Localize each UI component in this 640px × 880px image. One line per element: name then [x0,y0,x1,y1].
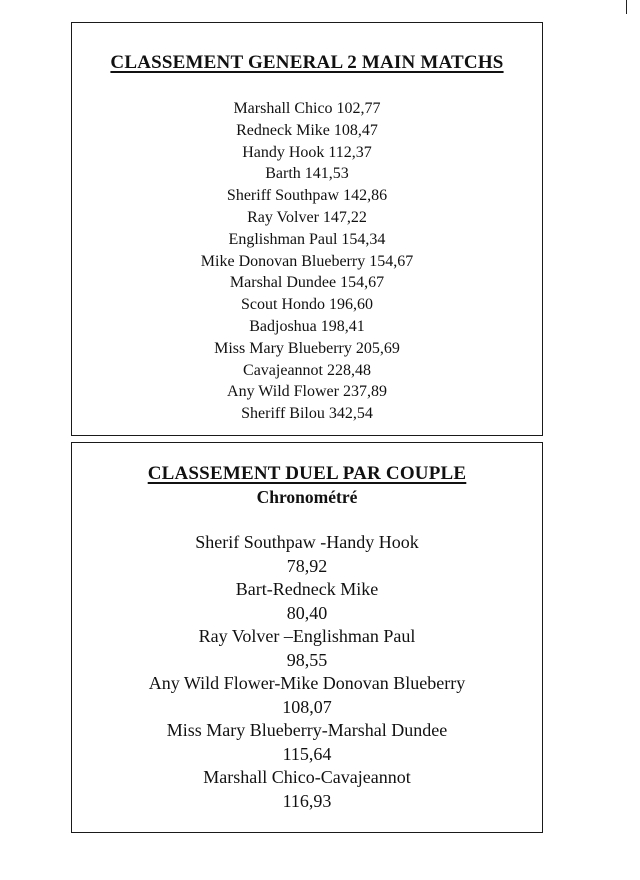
general-ranking-box [71,22,543,436]
pair-time: 80,40 [286,602,328,623]
scan-edge-mark [626,0,627,14]
general-ranking-list [72,98,542,425]
list-item: Ray Volver 147,22 [247,208,367,226]
list-item: Marshall Chico 102,77 [233,100,381,117]
list-item: Scout Hondo 196,60 [241,296,373,314]
list-item: Marshal Dundee 154,67 [229,274,385,292]
list-item: Handy Hook 112,37 [242,143,372,161]
pair-names: Ray Volver –Englishman Paul [198,626,416,646]
pair-names: Any Wild Flower-Mike Donovan Blueberry [148,673,466,693]
list-item: Sheriff Southpaw 142,86 [226,187,388,205]
duel-ranking-subtitle: Chronométré [256,487,358,507]
pair-time: 98,55 [286,649,328,670]
pair-time: 78,92 [286,555,328,576]
list-item: Redneck Mike 108,47 [236,121,378,139]
pair-names: Marshall Chico-Cavajeannot [203,767,411,787]
list-item: Englishman Paul 154,34 [228,230,386,248]
pair-time: 116,93 [282,790,332,811]
duel-ranking-box [71,442,543,833]
pair-names: Miss Mary Blueberry-Marshal Dundee [166,720,448,740]
pair-time: 115,64 [282,743,332,764]
pair-names: Sherif Southpaw -Handy Hook [195,532,419,552]
pair-names: Bart-Redneck Mike [235,579,379,599]
general-ranking-title: CLASSEMENT GENERAL 2 MAIN MATCHS [110,52,504,73]
duel-ranking-title: CLASSEMENT DUEL PAR COUPLE [147,463,467,484]
list-item: Cavajeannot 228,48 [243,361,371,379]
list-item: Any Wild Flower 237,89 [227,383,387,401]
list-item: Mike Donovan Blueberry 154,67 [200,252,414,270]
list-item: Barth 141,53 [265,165,349,183]
list-item: Miss Mary Blueberry 205,69 [214,339,400,357]
duel-ranking-list [72,531,542,813]
pair-time: 108,07 [282,696,332,717]
list-item: Sheriff Bilou 342,54 [241,405,373,423]
list-item: Badjoshua 198,41 [249,317,365,335]
